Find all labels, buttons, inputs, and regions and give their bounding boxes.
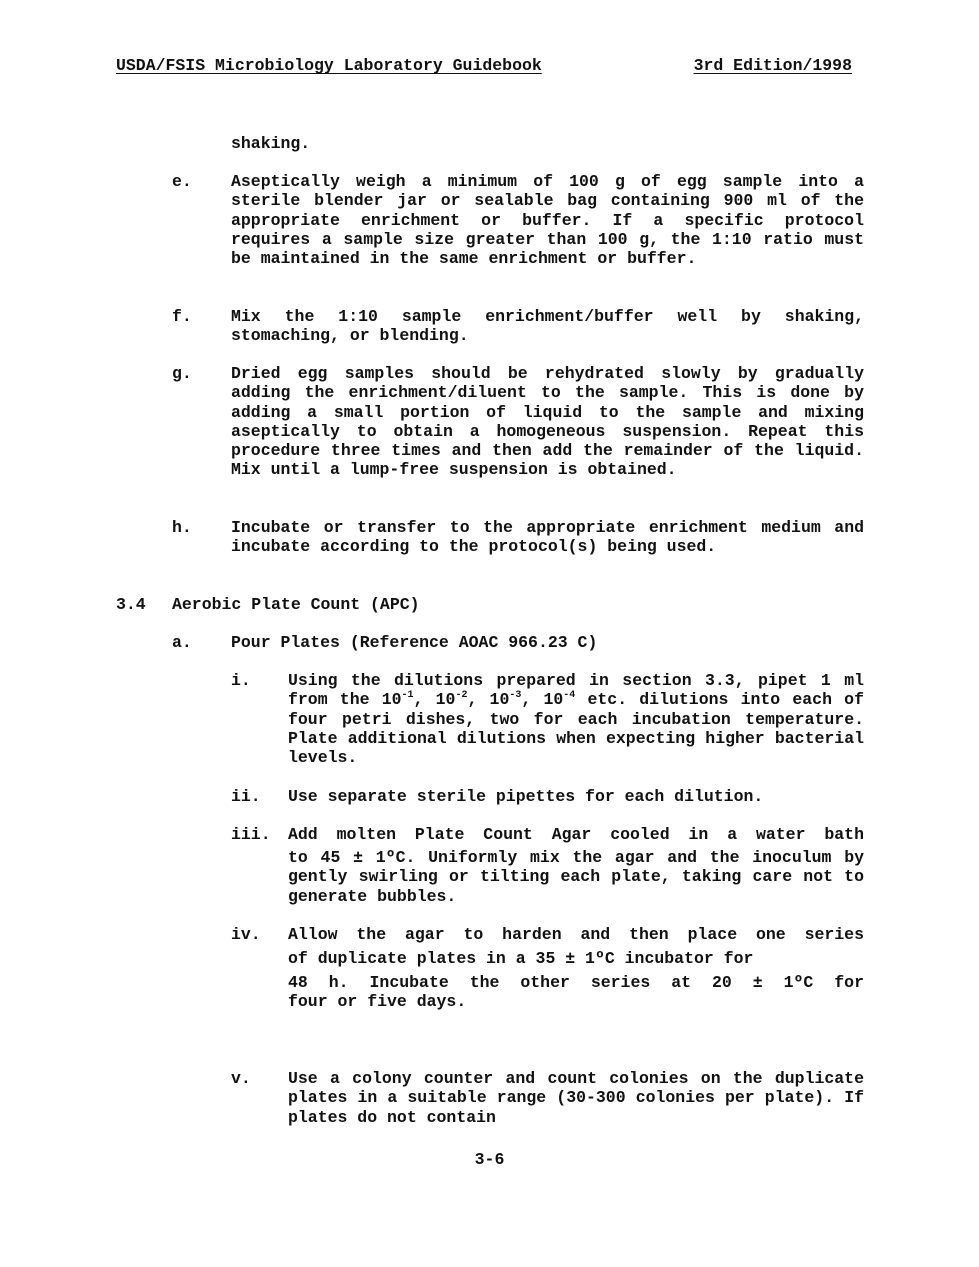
- item-ii-label: ii.: [231, 787, 261, 806]
- subsection-a-label: a.: [172, 633, 192, 652]
- item-ii-text: Use separate sterile pipettes for each dilution.: [288, 787, 764, 806]
- item-iv-line1: Allow the agar to harden and then place one series: [288, 925, 864, 944]
- item-iv-line4: four or five days.: [288, 992, 467, 1011]
- step-h-label: h.: [172, 518, 192, 537]
- continuation-text: shaking.: [231, 134, 311, 153]
- step-f-text: Mix the 1:10 sample enrichment/buffer well by shaking, stomaching, or blending.: [231, 307, 864, 346]
- item-iii-text: to 45 ± 1ºC. Uniformly mix the agar and the inoculum by gently swirling or tilting each plate, taking care not to generate bubbles.: [288, 848, 864, 906]
- step-e-label: e.: [172, 172, 192, 191]
- item-v-text: Use a colony counter and count colonies on the duplicate plates in a suitable range (30-300 colonies per plate). If plates do not contain: [288, 1069, 864, 1127]
- edition-label: 3rd Edition/1998: [693, 56, 852, 75]
- section-number: 3.4: [116, 595, 146, 614]
- step-h-text: Incubate or transfer to the appropriate enrichment medium and incubate according to the protocol(s) being used.: [231, 518, 864, 557]
- item-iii-label: iii.: [231, 825, 271, 844]
- page-header: [116, 56, 852, 75]
- step-g-text: Dried egg samples should be rehydrated slowly by gradually adding the enrichment/diluent to the sample. This is done by adding a small portion of liquid to the sample and mixing aseptically to obtain a homogeneous suspension. Repeat this procedure three times and then add the remainder of the liquid. Mix until a lump-free suspension is obtained.: [231, 364, 864, 480]
- step-e-text: Aseptically weigh a minimum of 100 g of egg sample into a sterile blender jar or sealable bag containing 900 ml of the appropriate enrichment or buffer. If a specific protocol requires a sample size greater than 100 g, the 1:10 ratio must be maintained in the same enrichment or buffer.: [231, 172, 864, 269]
- item-iv-line2: of duplicate plates in a 35 ± 1ºC incubator for: [288, 949, 754, 968]
- item-v-label: v.: [231, 1069, 251, 1088]
- item-iii-line1: Add molten Plate Count Agar cooled in a water bath: [288, 825, 864, 844]
- item-iv-line3: 48 h. Incubate the other series at 20 ± 1ºC for: [288, 973, 864, 992]
- page-number: 3-6: [474, 1150, 505, 1169]
- subsection-a-title: Pour Plates (Reference AOAC 966.23 C): [231, 633, 598, 652]
- step-g-label: g.: [172, 364, 192, 383]
- guidebook-title: USDA/FSIS Microbiology Laboratory Guidebook: [116, 56, 542, 75]
- section-title: Aerobic Plate Count (APC): [172, 595, 420, 614]
- step-f-label: f.: [172, 307, 192, 326]
- item-iv-label: iv.: [231, 925, 261, 944]
- item-i-label: i.: [231, 671, 251, 690]
- item-i-text: Using the dilutions prepared in section 3.3, pipet 1 ml from the $10^{-1}$, $10^{-2}$, $10^{-3}$, $10^{-4}$ etc. dilutions into each of four petri dishes, two for each incubation temperature. Plate additional dilutions when expecting higher bacterial levels.: [288, 671, 864, 768]
